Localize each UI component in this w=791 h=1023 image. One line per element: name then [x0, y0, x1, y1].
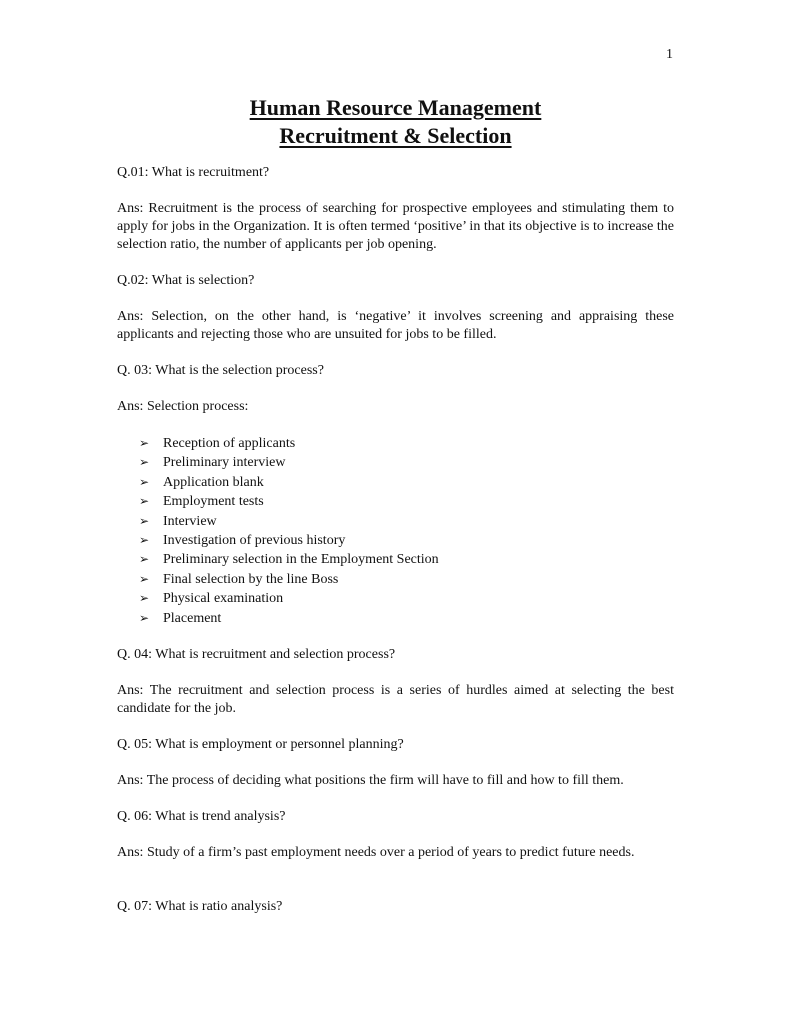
- question-4: Q. 04: What is recruitment and selection process?: [117, 647, 396, 663]
- arrowhead-bullet-icon: ➢: [139, 436, 150, 450]
- page-number: 1: [666, 47, 673, 62]
- list-item-text: Final selection by the line Boss: [163, 571, 339, 587]
- arrowhead-bullet-icon: ➢: [139, 591, 150, 606]
- title-line-1: Human Resource Management: [249, 95, 542, 120]
- list-item: [139, 512, 674, 531]
- list-item: [139, 434, 674, 453]
- arrowhead-bullet-icon: ➢: [139, 494, 150, 509]
- answer-5: Ans: The process of deciding what positions the firm will have to fill and how to fill them.: [117, 773, 624, 789]
- answer-2: Ans: Selection, on the other hand, is ‘negative’ it involves screening and appraising these applicants and rejecting those who are unsuited for jobs to be filled.: [117, 309, 674, 342]
- document-title: [0, 94, 791, 150]
- list-item-text: Investigation of previous history: [163, 533, 346, 549]
- arrowhead-bullet-icon: ➢: [139, 474, 150, 489]
- list-item: [139, 550, 674, 569]
- arrowhead-bullet-icon: ➢: [139, 513, 150, 528]
- question-6: Q. 06: What is trend analysis?: [117, 809, 286, 825]
- arrowhead-bullet-icon: ➢: [139, 455, 150, 470]
- question-2: Q.02: What is selection?: [117, 273, 255, 288]
- question-5: Q. 05: What is employment or personnel planning?: [117, 737, 404, 753]
- document-body: [117, 164, 674, 934]
- list-item: [139, 609, 674, 628]
- answer-1: Ans: Recruitment is the process of searching for prospective employees and stimulating them to apply for jobs in the Organization. It is often termed ‘positive’ in that its objective is to increase the selection ratio, the number of applicants per job opening.: [117, 201, 674, 252]
- arrowhead-bullet-icon: ➢: [139, 610, 150, 625]
- question-3: Q. 03: What is the selection process?: [117, 363, 324, 378]
- list-item: [139, 570, 674, 589]
- answer-3: Ans: Selection process:: [117, 399, 249, 414]
- list-item-text: Preliminary selection in the Employment Section: [163, 552, 439, 568]
- arrowhead-bullet-icon: ➢: [139, 552, 150, 567]
- list-item-text: Employment tests: [163, 494, 264, 510]
- list-item-text: Placement: [163, 610, 222, 626]
- list-item: [139, 531, 674, 550]
- question-7: Q. 07: What is ratio analysis?: [117, 899, 283, 915]
- title-line-2: Recruitment & Selection: [279, 123, 512, 148]
- answer-6: Ans: Study of a firm’s past employment needs over a period of years to predict future needs.: [117, 845, 635, 861]
- list-item-text: Physical examination: [163, 591, 284, 607]
- list-item: [139, 453, 674, 472]
- list-item: [139, 492, 674, 511]
- list-item: [139, 473, 674, 492]
- list-item-text: Application blank: [163, 474, 264, 490]
- list-item: [139, 589, 674, 608]
- selection-process-list: [117, 434, 674, 628]
- arrowhead-bullet-icon: ➢: [139, 571, 150, 586]
- question-1: Q.01: What is recruitment?: [117, 165, 270, 180]
- arrowhead-bullet-icon: ➢: [139, 533, 150, 548]
- list-item-text: Reception of applicants: [163, 436, 296, 451]
- list-item-text: Preliminary interview: [163, 455, 286, 471]
- list-item-text: Interview: [163, 513, 217, 529]
- answer-4: Ans: The recruitment and selection process is a series of hurdles aimed at selecting the best candidate for the job.: [117, 683, 674, 717]
